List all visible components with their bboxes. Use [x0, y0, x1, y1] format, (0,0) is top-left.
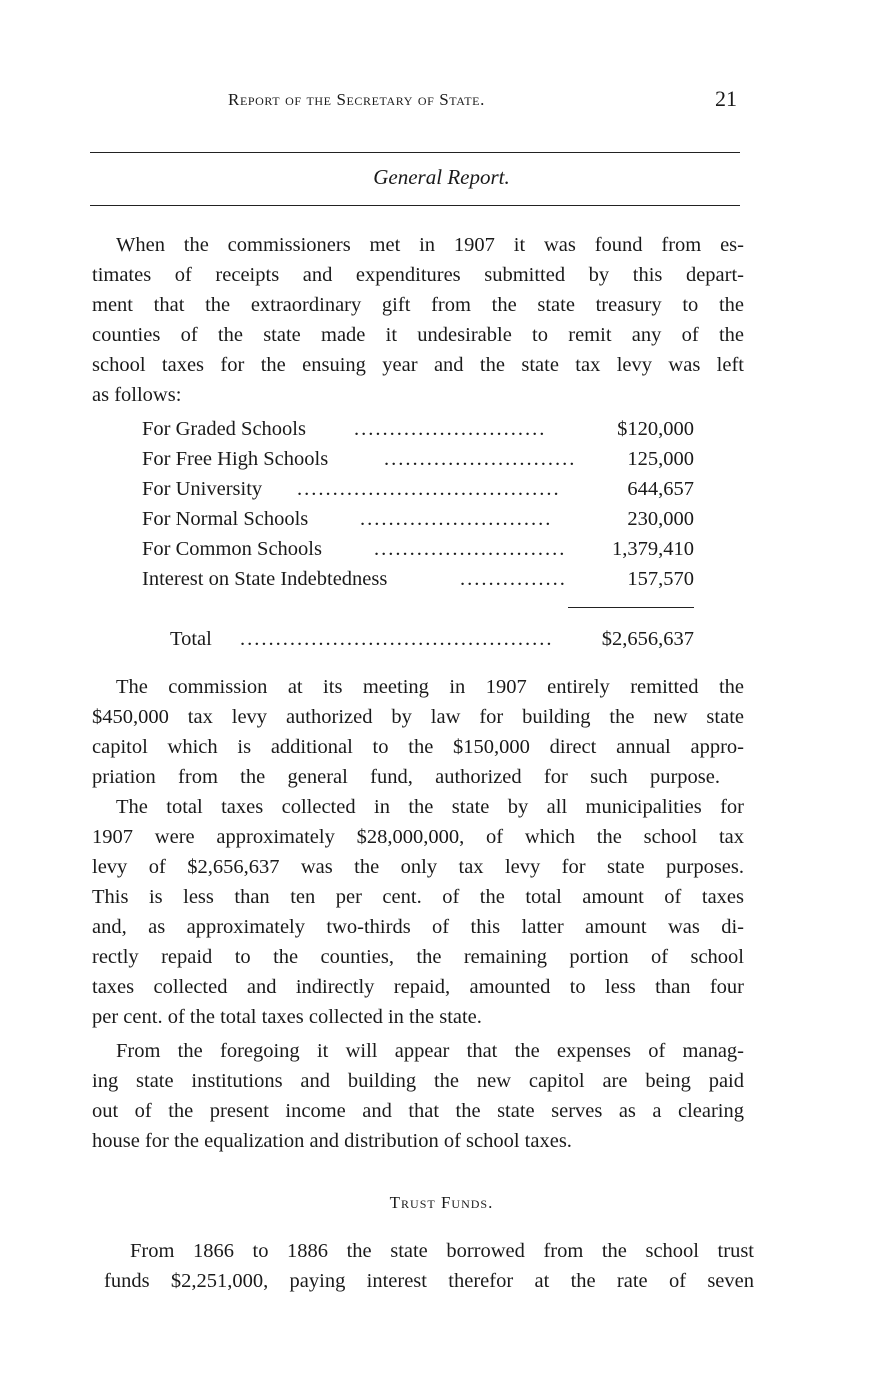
tax-levy-label: For Common Schools	[142, 538, 322, 560]
paragraph-line: priation from the general fund, authorized for such purpose.	[92, 766, 720, 788]
paragraph-line: ment that the extraordinary gift from the state treasury to the	[92, 294, 744, 316]
leader-dots: .....................................	[297, 478, 561, 500]
paragraph-line: From 1866 to 1886 the state borrowed from the school trust	[130, 1240, 754, 1262]
total-label: Total	[170, 628, 212, 650]
tax-levy-row	[142, 448, 694, 476]
header-rule-top	[90, 152, 740, 153]
leader-dots: ...........................	[360, 508, 553, 530]
paragraph-line: The total taxes collected in the state by all municipalities for	[116, 796, 744, 818]
tax-levy-label: For Normal Schools	[142, 508, 309, 530]
running-header: Report of the Secretary of State.	[228, 90, 485, 109]
paragraph-line: 1907 were approximately $28,000,000, of which the school tax	[92, 826, 744, 848]
tax-levy-amount: 125,000	[627, 448, 694, 470]
tax-levy-row	[142, 568, 694, 596]
tax-levy-amount: $120,000	[617, 418, 694, 440]
paragraph-line: taxes collected and indirectly repaid, amounted to less than four	[92, 976, 744, 998]
leader-dots: ...........................	[374, 538, 567, 560]
tax-levy-amount: 230,000	[627, 508, 694, 530]
section-title: General Report.	[373, 165, 510, 189]
tax-levy-row	[142, 418, 694, 446]
tax-levy-amount: 1,379,410	[612, 538, 694, 560]
tax-levy-label: For Free High Schools	[142, 448, 329, 470]
header-rule-bottom	[90, 205, 740, 206]
sum-rule	[568, 607, 694, 608]
paragraph-line: ing state institutions and building the new capitol are being paid	[92, 1070, 744, 1092]
tax-levy-label: For University	[142, 478, 263, 500]
total-row	[170, 628, 694, 656]
leader-dots: ...........................	[384, 448, 577, 470]
paragraph-line: as follows:	[92, 384, 182, 406]
paragraph-line: per cent. of the total taxes collected in the state.	[92, 1006, 482, 1028]
leader-dots: ...............	[460, 568, 567, 590]
paragraph-line: capitol which is additional to the $150,000 direct annual appro-	[92, 736, 744, 758]
tax-levy-amount: 644,657	[627, 478, 694, 500]
page-number: 21	[715, 86, 737, 111]
total-amount: $2,656,637	[601, 628, 694, 650]
trust-funds-heading: Trust Funds.	[389, 1193, 494, 1212]
paragraph-line: $450,000 tax levy authorized by law for building the new state	[92, 706, 744, 728]
paragraph-line: levy of $2,656,637 was the only tax levy for state purposes.	[92, 856, 744, 878]
paragraph-line: school taxes for the ensuing year and the state tax levy was left	[92, 354, 744, 376]
leader-dots: ...........................	[354, 418, 547, 440]
paragraph-line: out of the present income and that the state serves as a clearing	[92, 1100, 744, 1122]
paragraph-line: The commission at its meeting in 1907 entirely remitted the	[116, 676, 744, 698]
paragraph-line: funds $2,251,000, paying interest therefor at the rate of seven	[104, 1270, 754, 1292]
tax-levy-label: Interest on State Indebtedness	[142, 568, 388, 590]
paragraph-line: timates of receipts and expenditures submitted by this depart-	[92, 264, 744, 286]
paragraph-line: counties of the state made it undesirable to remit any of the	[92, 324, 744, 346]
paragraph-line: house for the equalization and distribution of school taxes.	[92, 1130, 572, 1152]
paragraph-line: and, as approximately two-thirds of this latter amount was di-	[92, 916, 744, 938]
paragraph-line: This is less than ten per cent. of the total amount of taxes	[92, 886, 744, 908]
tax-levy-row	[142, 538, 694, 566]
tax-levy-label: For Graded Schools	[142, 418, 306, 440]
tax-levy-row	[142, 508, 694, 536]
leader-dots: ............................................	[240, 628, 554, 650]
paragraph-line: When the commissioners met in 1907 it was found from es-	[116, 234, 744, 256]
tax-levy-row	[142, 478, 694, 506]
tax-levy-amount: 157,570	[627, 568, 694, 590]
paragraph-line: From the foregoing it will appear that the expenses of manag-	[116, 1040, 744, 1062]
paragraph-line: rectly repaid to the counties, the remaining portion of school	[92, 946, 744, 968]
